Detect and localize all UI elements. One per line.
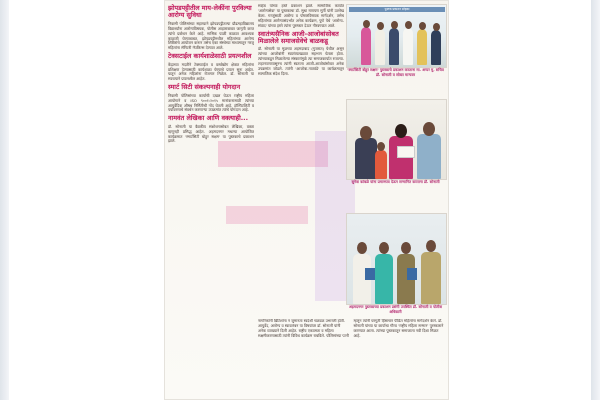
page-edge-right [591, 0, 600, 400]
photo-caption: सुनेत्रा कांबळे यांना प्रमाणपत्र देऊन सन्मानित करताना डॉ. सोनाली [351, 180, 440, 184]
paragraph: डॉ. सोनाली या वैद्यकीय संशोधनासोबत लेखिका, वक्ता म्हणूनही प्रसिद्ध आहेत. अहमदनगर मधल्या आयोजित कार्यक्रमात 'स्मार्टसिटी बोहुर सक्षम' या पुस्तकाचे प्रकाशन झाले. [168, 123, 254, 144]
bottom-text-block: नागरिकांनी ब्रिटिशांना न जुमानता स्वदेशी चळवळ उभारली होती. आयुर्वेद, आरोग्य व स्वावलंबन या विषयांवर डॉ. सोनाली यांनी अनेक व्याख्याने दिली आहेत. राष्ट्रीय एकात्मता व महिला सक्षमीकरणासाठी त्यांनी विविध कार्यक्रम राबविले. पोलिसांच्या पत्नी म्हणून त्यांनी घरगुती हिंसाचार पीडित महिलांना मार्गदर्शन केले. डॉ. सोनाली यांच्या या कार्याचा गौरव 'राष्ट्रीय महिला सन्मान' पुरस्काराने करण्यात आला. त्यांच्या पुस्तकातून समाजाला नवी दिशा मिळत आहे. [258, 319, 444, 338]
paragraph: केंद्राच्या मदतीने टेक्सटाईल व वस्त्रोद्योग क्षेत्रात महिलांना प्रशिक्षण देण्यासाठी कार्यशाळा घेण्याचे प्रयत्न सुरू आहेत. यातून अनेक महिलांना रोजगार मिळेल. डॉ. सोनाली या सातत्याने प्रयत्नशील आहेत. [168, 61, 254, 82]
photo-caption: 'स्मार्टसिटी बोहुर सक्षम' पुस्तकाचे प्रकाशन करताना मा. अप्पर मु. सचिव डॉ. सोनाली व सोबत मान्यवर [347, 68, 444, 77]
magazine-article [165, 1, 448, 399]
page-edge-left [0, 0, 9, 400]
photo-police-group [346, 213, 447, 305]
heading-author-speaker: नामवंत लेखिका आणि वक्त्याही... [168, 114, 249, 123]
paragraph: डॉ. सोनाली या मूळच्या अहमदाबाद (गुजरात) येथील असून त्यांच्या आजोबांनी स्वातंत्र्यलढ्यात सहभाग घेतला होता. त्यांच्याकडून मिळालेल्या संस्कारांमुळे त्या समाजकार्यात रुजल्या. लहानपणापासूनच त्यांनी स्वतःला आजी-आजोबांसोबत अनेक उपक्रमांत जोडले. त्यांनी 'आजोबा-नातवंडे' या कार्यक्रमातून सामाजिक संदेश दिला. [258, 46, 344, 76]
photo-book-launch [346, 4, 447, 68]
heading-freedom-fighters: स्वातंत्र्यसैनिक आजी-आजोबांसोबत मिळालेले समाजसेवेचे बाळकडू [258, 29, 339, 45]
paragraph: निवासी पोलिसांच्या कार्याची दखल घेऊन राष्ट्रीय महिला आयोगाने व ISO ९००१:२०१५ मानांकनासाठी त्यांच्या आयुर्वेदिक औषध निर्मितीची नोंद घेतली आहे. हॉस्पिटलिटी व पर्यावरणाचे संवर्धन करणाऱ्या उपक्रमांत त्यांचे योगदान आहे. [168, 92, 254, 113]
heading-smart-city: स्मार्ट सिटी संकल्पनाही योगदान [168, 83, 241, 92]
stage-banner: पुस्तक प्रकाशन सोहळा [349, 7, 445, 12]
heading-textile-workshop: टेक्सटाईल कार्यशाळेसाठी प्रयत्नशील [168, 52, 252, 61]
left-text-column [168, 4, 254, 396]
photo-caption: अहमदनगर पुस्तकाच्या प्रकाशन प्रसंगी उपस्थित डॉ. सोनाली व पोलीस अधिकारी [348, 305, 443, 314]
paragraph: निवासी पोलिसांच्या सहाय्याने झोपडपट्टीतल्या प्रौढमहाविद्यालय विद्यार्थ्यांना आरोग्यविषयक, पोलीस आहाराबाबत जागृती करत त्यांचे प्रबोधन केले आहे. मासिक पाळी काळात आवश्यक काळजी घेण्याबाबत, झोपडपट्टीमधील महिलांच्या आरोग्य शिबिरांचे आयोजन करून तसेच एका संस्थेच्या माध्यमातून गरजू महिलांना सॅनिटरी नॅपकिन्स देण्यात आले. [168, 20, 254, 51]
heading-health-facilities: झोपडपट्टीतील माय-लेकींना पुरविल्या आरोग्य सुविधा [168, 4, 252, 20]
photo-certificate [346, 99, 447, 180]
paragraph: साहेब यांच्या हस्ते प्रकाशन झाले. सामाजिक कार्यात 'आरोग्यसेवा' या पुस्तकाचा डॉ. सुधा नारायण मूर्ती यांनी उल्लेख केला. गरजूंसाठी आरोग्य व पोषणविषयक मार्गदर्शन, तसेच महिलांच्या आरोग्यासंदर्भात अनेक कार्यक्रम, पुणे येथे 'आरोग्य-संवाद' यांच्या हस्ते त्यांना पुरस्कार देऊन गौरवण्यात आले. [258, 4, 344, 28]
